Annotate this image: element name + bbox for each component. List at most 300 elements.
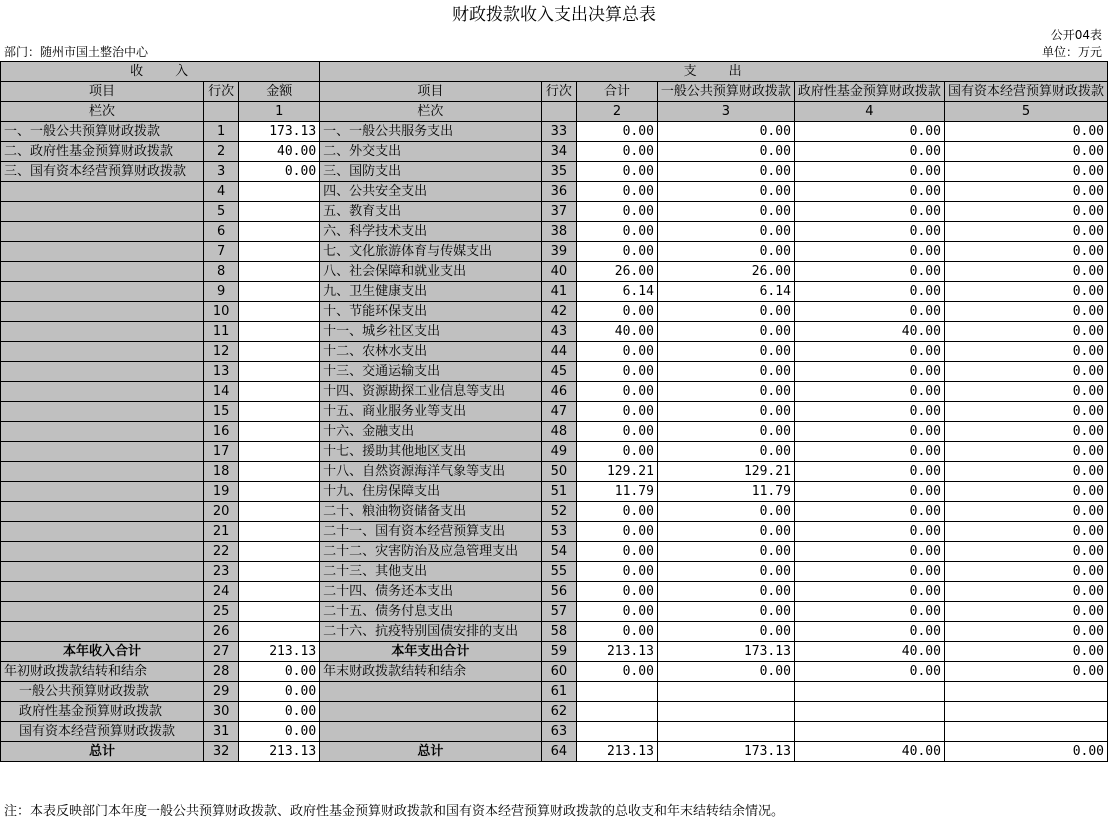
expense-soe: 0.00	[944, 602, 1107, 622]
income-row-no: 27	[203, 642, 238, 662]
income-item: 二、政府性基金预算财政拨款	[1, 142, 204, 162]
income-item	[1, 442, 204, 462]
income-item	[1, 182, 204, 202]
expense-item: 二十五、债务付息支出	[320, 602, 542, 622]
expense-item: 十三、交通运输支出	[320, 362, 542, 382]
expense-item: 二十二、灾害防治及应急管理支出	[320, 542, 542, 562]
income-item: 总计	[1, 742, 204, 762]
expense-general: 0.00	[657, 362, 794, 382]
expense-item: 十一、城乡社区支出	[320, 322, 542, 342]
expense-row-no: 39	[541, 242, 576, 262]
expense-total: 0.00	[577, 662, 658, 682]
col-income-amount: 金额	[239, 82, 320, 102]
expense-general: 0.00	[657, 402, 794, 422]
expense-row-no: 38	[541, 222, 576, 242]
income-amount	[239, 382, 320, 402]
expense-soe: 0.00	[944, 522, 1107, 542]
expense-fund: 0.00	[794, 422, 944, 442]
income-amount: 0.00	[239, 162, 320, 182]
income-row-no: 21	[203, 522, 238, 542]
expense-row-no: 44	[541, 342, 576, 362]
expense-fund: 0.00	[794, 342, 944, 362]
expense-soe: 0.00	[944, 142, 1107, 162]
table-row	[1, 342, 1108, 362]
expense-general: 0.00	[657, 622, 794, 642]
expense-soe: 0.00	[944, 582, 1107, 602]
income-amount: 213.13	[239, 642, 320, 662]
expense-fund: 0.00	[794, 122, 944, 142]
expense-general: 0.00	[657, 222, 794, 242]
expense-soe: 0.00	[944, 402, 1107, 422]
income-amount	[239, 362, 320, 382]
expense-fund: 0.00	[794, 382, 944, 402]
expense-row-no: 52	[541, 502, 576, 522]
income-amount	[239, 442, 320, 462]
expense-soe: 0.00	[944, 362, 1107, 382]
expense-general	[657, 682, 794, 702]
expense-soe: 0.00	[944, 462, 1107, 482]
expense-row-no: 33	[541, 122, 576, 142]
expense-row-no: 48	[541, 422, 576, 442]
income-item	[1, 242, 204, 262]
col-total: 合计	[577, 82, 658, 102]
income-item	[1, 362, 204, 382]
expense-row-no: 37	[541, 202, 576, 222]
expense-general: 0.00	[657, 122, 794, 142]
expense-item: 二十、粮油物资储备支出	[320, 502, 542, 522]
income-item	[1, 542, 204, 562]
expense-row-no: 63	[541, 722, 576, 742]
expense-fund: 0.00	[794, 622, 944, 642]
col-soe-budget: 国有资本经营预算财政拨款	[944, 82, 1107, 102]
expense-soe: 0.00	[944, 282, 1107, 302]
expense-fund: 0.00	[794, 482, 944, 502]
income-item	[1, 602, 204, 622]
income-amount	[239, 282, 320, 302]
table-row	[1, 462, 1108, 482]
expense-row-no: 58	[541, 622, 576, 642]
expense-item: 三、国防支出	[320, 162, 542, 182]
expense-row-no: 36	[541, 182, 576, 202]
expense-soe: 0.00	[944, 242, 1107, 262]
income-row-no: 11	[203, 322, 238, 342]
table-row	[1, 482, 1108, 502]
income-amount	[239, 322, 320, 342]
expense-total: 40.00	[577, 322, 658, 342]
expense-general: 0.00	[657, 662, 794, 682]
expense-general: 0.00	[657, 582, 794, 602]
income-item	[1, 562, 204, 582]
income-row-no: 14	[203, 382, 238, 402]
expense-fund: 0.00	[794, 602, 944, 622]
table-row	[1, 222, 1108, 242]
expense-general: 173.13	[657, 742, 794, 762]
expense-fund: 0.00	[794, 202, 944, 222]
income-amount: 0.00	[239, 682, 320, 702]
expense-fund: 0.00	[794, 282, 944, 302]
table-row	[1, 502, 1108, 522]
expense-general: 11.79	[657, 482, 794, 502]
table-row	[1, 162, 1108, 182]
expense-fund: 0.00	[794, 542, 944, 562]
expense-total: 213.13	[577, 742, 658, 762]
income-row-no: 25	[203, 602, 238, 622]
expense-total: 11.79	[577, 482, 658, 502]
income-row-no: 29	[203, 682, 238, 702]
income-amount	[239, 242, 320, 262]
expense-row-no: 60	[541, 662, 576, 682]
expense-item: 一、一般公共服务支出	[320, 122, 542, 142]
expense-total: 0.00	[577, 122, 658, 142]
expense-total	[577, 682, 658, 702]
income-row-no: 5	[203, 202, 238, 222]
expense-total: 0.00	[577, 582, 658, 602]
expense-item: 八、社会保障和就业支出	[320, 262, 542, 282]
col-income-row-no: 行次	[203, 82, 238, 102]
expense-item: 二、外交支出	[320, 142, 542, 162]
expense-total: 129.21	[577, 462, 658, 482]
expense-fund: 40.00	[794, 322, 944, 342]
income-amount: 40.00	[239, 142, 320, 162]
expense-total: 0.00	[577, 382, 658, 402]
col-index-exp-label: 栏次	[320, 102, 542, 122]
expense-fund: 0.00	[794, 582, 944, 602]
expense-item: 本年支出合计	[320, 642, 542, 662]
expense-fund: 40.00	[794, 642, 944, 662]
expense-soe: 0.00	[944, 442, 1107, 462]
expense-total: 0.00	[577, 562, 658, 582]
expense-total: 0.00	[577, 362, 658, 382]
expense-soe: 0.00	[944, 382, 1107, 402]
expense-general: 0.00	[657, 202, 794, 222]
expense-row-no: 53	[541, 522, 576, 542]
income-item	[1, 262, 204, 282]
expense-row-no: 50	[541, 462, 576, 482]
expense-general: 173.13	[657, 642, 794, 662]
expense-row-no: 49	[541, 442, 576, 462]
expense-item: 十七、援助其他地区支出	[320, 442, 542, 462]
expense-soe	[944, 682, 1107, 702]
income-row-no: 4	[203, 182, 238, 202]
col-index-label: 栏次	[1, 102, 204, 122]
expense-total: 0.00	[577, 342, 658, 362]
income-amount	[239, 562, 320, 582]
expense-general: 0.00	[657, 142, 794, 162]
expense-fund	[794, 682, 944, 702]
expense-row-no: 34	[541, 142, 576, 162]
expense-soe: 0.00	[944, 742, 1107, 762]
table-row	[1, 142, 1108, 162]
col-expense-row-no: 行次	[541, 82, 576, 102]
expense-row-no: 47	[541, 402, 576, 422]
table-row	[1, 542, 1108, 562]
income-row-no: 13	[203, 362, 238, 382]
expense-general: 6.14	[657, 282, 794, 302]
table-row	[1, 562, 1108, 582]
income-amount	[239, 222, 320, 242]
income-amount	[239, 482, 320, 502]
expense-general: 0.00	[657, 382, 794, 402]
expense-soe: 0.00	[944, 262, 1107, 282]
income-item: 三、国有资本经营预算财政拨款	[1, 162, 204, 182]
expense-fund: 0.00	[794, 262, 944, 282]
col-general-budget: 一般公共预算财政拨款	[657, 82, 794, 102]
expense-item: 年末财政拨款结转和结余	[320, 662, 542, 682]
table-row	[1, 262, 1108, 282]
income-amount	[239, 202, 320, 222]
page-title: 财政拨款收入支出决算总表	[452, 5, 656, 25]
expense-row-no: 59	[541, 642, 576, 662]
expense-row-no: 40	[541, 262, 576, 282]
income-row-no: 9	[203, 282, 238, 302]
expense-general: 0.00	[657, 522, 794, 542]
expense-row-no: 57	[541, 602, 576, 622]
income-amount	[239, 462, 320, 482]
unit-label: 单位：万元	[1041, 45, 1102, 59]
expense-row-no: 35	[541, 162, 576, 182]
col-index-3: 3	[657, 102, 794, 122]
expense-total: 0.00	[577, 502, 658, 522]
expense-fund: 0.00	[794, 502, 944, 522]
expense-total: 0.00	[577, 142, 658, 162]
expense-row-no: 61	[541, 682, 576, 702]
carry-row	[1, 722, 1108, 742]
income-amount	[239, 502, 320, 522]
expense-section-header: 支 出	[320, 62, 1108, 82]
expense-soe: 0.00	[944, 562, 1107, 582]
expense-total: 6.14	[577, 282, 658, 302]
expense-soe: 0.00	[944, 642, 1107, 662]
expense-item: 五、教育支出	[320, 202, 542, 222]
income-item	[1, 622, 204, 642]
income-row-no: 2	[203, 142, 238, 162]
income-row-no: 8	[203, 262, 238, 282]
expense-soe	[944, 702, 1107, 722]
expense-general	[657, 702, 794, 722]
carry-row	[1, 702, 1108, 722]
income-item	[1, 582, 204, 602]
expense-item: 十五、商业服务业等支出	[320, 402, 542, 422]
income-amount	[239, 302, 320, 322]
col-fund-budget: 政府性基金预算财政拨款	[794, 82, 944, 102]
table-row	[1, 362, 1108, 382]
income-row-no: 7	[203, 242, 238, 262]
expense-soe: 0.00	[944, 422, 1107, 442]
table-number: 公开04表	[1050, 28, 1102, 42]
income-section-header: 收 入	[1, 62, 320, 82]
expense-item: 十、节能环保支出	[320, 302, 542, 322]
income-item	[1, 302, 204, 322]
income-item: 国有资本经营预算财政拨款	[1, 722, 204, 742]
expense-general: 26.00	[657, 262, 794, 282]
expense-fund: 0.00	[794, 162, 944, 182]
expense-total: 26.00	[577, 262, 658, 282]
expense-fund: 0.00	[794, 362, 944, 382]
income-row-no: 20	[203, 502, 238, 522]
income-amount	[239, 182, 320, 202]
expense-general: 0.00	[657, 502, 794, 522]
expense-total: 0.00	[577, 182, 658, 202]
expense-total	[577, 702, 658, 722]
income-amount	[239, 262, 320, 282]
expense-general: 0.00	[657, 162, 794, 182]
table-row	[1, 442, 1108, 462]
expense-row-no: 43	[541, 322, 576, 342]
summary-table	[0, 61, 1108, 762]
table-row	[1, 282, 1108, 302]
expense-soe: 0.00	[944, 202, 1107, 222]
expense-row-no: 42	[541, 302, 576, 322]
income-item: 政府性基金预算财政拨款	[1, 702, 204, 722]
expense-fund: 0.00	[794, 142, 944, 162]
expense-fund: 40.00	[794, 742, 944, 762]
table-row	[1, 622, 1108, 642]
expense-total: 0.00	[577, 222, 658, 242]
expense-fund: 0.00	[794, 662, 944, 682]
table-row	[1, 422, 1108, 442]
table-row	[1, 582, 1108, 602]
income-item	[1, 382, 204, 402]
income-amount: 0.00	[239, 662, 320, 682]
expense-item	[320, 682, 542, 702]
grand-total-row	[1, 742, 1108, 762]
income-row-no: 10	[203, 302, 238, 322]
income-amount	[239, 622, 320, 642]
expense-fund: 0.00	[794, 462, 944, 482]
expense-item: 七、文化旅游体育与传媒支出	[320, 242, 542, 262]
table-row	[1, 242, 1108, 262]
col-index-4: 4	[794, 102, 944, 122]
expense-soe: 0.00	[944, 502, 1107, 522]
table-row	[1, 182, 1108, 202]
expense-general: 0.00	[657, 322, 794, 342]
expense-soe: 0.00	[944, 162, 1107, 182]
income-row-no: 1	[203, 122, 238, 142]
income-row-no: 30	[203, 702, 238, 722]
expense-fund: 0.00	[794, 562, 944, 582]
income-item	[1, 522, 204, 542]
expense-total: 213.13	[577, 642, 658, 662]
expense-fund: 0.00	[794, 222, 944, 242]
income-item	[1, 342, 204, 362]
expense-item: 二十三、其他支出	[320, 562, 542, 582]
income-item	[1, 422, 204, 442]
expense-soe: 0.00	[944, 122, 1107, 142]
expense-fund: 0.00	[794, 402, 944, 422]
expense-item: 二十一、国有资本经营预算支出	[320, 522, 542, 542]
expense-total: 0.00	[577, 522, 658, 542]
income-row-no: 15	[203, 402, 238, 422]
income-item: 一、一般公共预算财政拨款	[1, 122, 204, 142]
income-row-no: 16	[203, 422, 238, 442]
expense-fund: 0.00	[794, 182, 944, 202]
income-row-no: 22	[203, 542, 238, 562]
expense-soe: 0.00	[944, 542, 1107, 562]
income-amount	[239, 402, 320, 422]
expense-total: 0.00	[577, 202, 658, 222]
expense-row-no: 62	[541, 702, 576, 722]
income-item	[1, 282, 204, 302]
expense-general: 0.00	[657, 342, 794, 362]
col-index-5: 5	[944, 102, 1107, 122]
expense-general: 0.00	[657, 562, 794, 582]
income-amount: 0.00	[239, 722, 320, 742]
expense-total	[577, 722, 658, 742]
expense-soe: 0.00	[944, 482, 1107, 502]
income-amount: 0.00	[239, 702, 320, 722]
income-amount	[239, 542, 320, 562]
col-index-1: 1	[239, 102, 320, 122]
income-row-no: 32	[203, 742, 238, 762]
table-row	[1, 302, 1108, 322]
income-row-no: 26	[203, 622, 238, 642]
income-row-no: 12	[203, 342, 238, 362]
income-amount	[239, 422, 320, 442]
expense-item: 九、卫生健康支出	[320, 282, 542, 302]
income-row-no: 24	[203, 582, 238, 602]
expense-row-no: 45	[541, 362, 576, 382]
expense-item	[320, 722, 542, 742]
income-item	[1, 222, 204, 242]
expense-fund: 0.00	[794, 442, 944, 462]
expense-general: 0.00	[657, 422, 794, 442]
expense-row-no: 56	[541, 582, 576, 602]
income-row-no: 6	[203, 222, 238, 242]
expense-item: 十二、农林水支出	[320, 342, 542, 362]
expense-row-no: 46	[541, 382, 576, 402]
income-row-no: 18	[203, 462, 238, 482]
income-item	[1, 462, 204, 482]
expense-row-no: 51	[541, 482, 576, 502]
income-item	[1, 202, 204, 222]
department-label: 部门：随州市国土整治中心	[4, 45, 149, 59]
expense-row-no: 55	[541, 562, 576, 582]
expense-item: 二十四、债务还本支出	[320, 582, 542, 602]
expense-fund: 0.00	[794, 302, 944, 322]
carry-row	[1, 662, 1108, 682]
expense-fund: 0.00	[794, 242, 944, 262]
col-income-item: 项目	[1, 82, 204, 102]
expense-total: 0.00	[577, 162, 658, 182]
year-total-row	[1, 642, 1108, 662]
income-item: 年初财政拨款结转和结余	[1, 662, 204, 682]
table-row	[1, 522, 1108, 542]
expense-fund: 0.00	[794, 522, 944, 542]
income-row-no: 17	[203, 442, 238, 462]
col-index-2: 2	[577, 102, 658, 122]
expense-total: 0.00	[577, 302, 658, 322]
expense-general	[657, 722, 794, 742]
expense-general: 0.00	[657, 302, 794, 322]
expense-fund	[794, 702, 944, 722]
income-item	[1, 482, 204, 502]
expense-general: 0.00	[657, 542, 794, 562]
expense-soe	[944, 722, 1107, 742]
expense-item: 十九、住房保障支出	[320, 482, 542, 502]
income-item	[1, 402, 204, 422]
expense-soe: 0.00	[944, 662, 1107, 682]
expense-soe: 0.00	[944, 222, 1107, 242]
income-amount	[239, 522, 320, 542]
expense-item: 四、公共安全支出	[320, 182, 542, 202]
expense-row-no: 41	[541, 282, 576, 302]
table-row	[1, 402, 1108, 422]
expense-item: 十六、金融支出	[320, 422, 542, 442]
income-item: 本年收入合计	[1, 642, 204, 662]
expense-item: 十八、自然资源海洋气象等支出	[320, 462, 542, 482]
expense-item: 总计	[320, 742, 542, 762]
expense-total: 0.00	[577, 442, 658, 462]
